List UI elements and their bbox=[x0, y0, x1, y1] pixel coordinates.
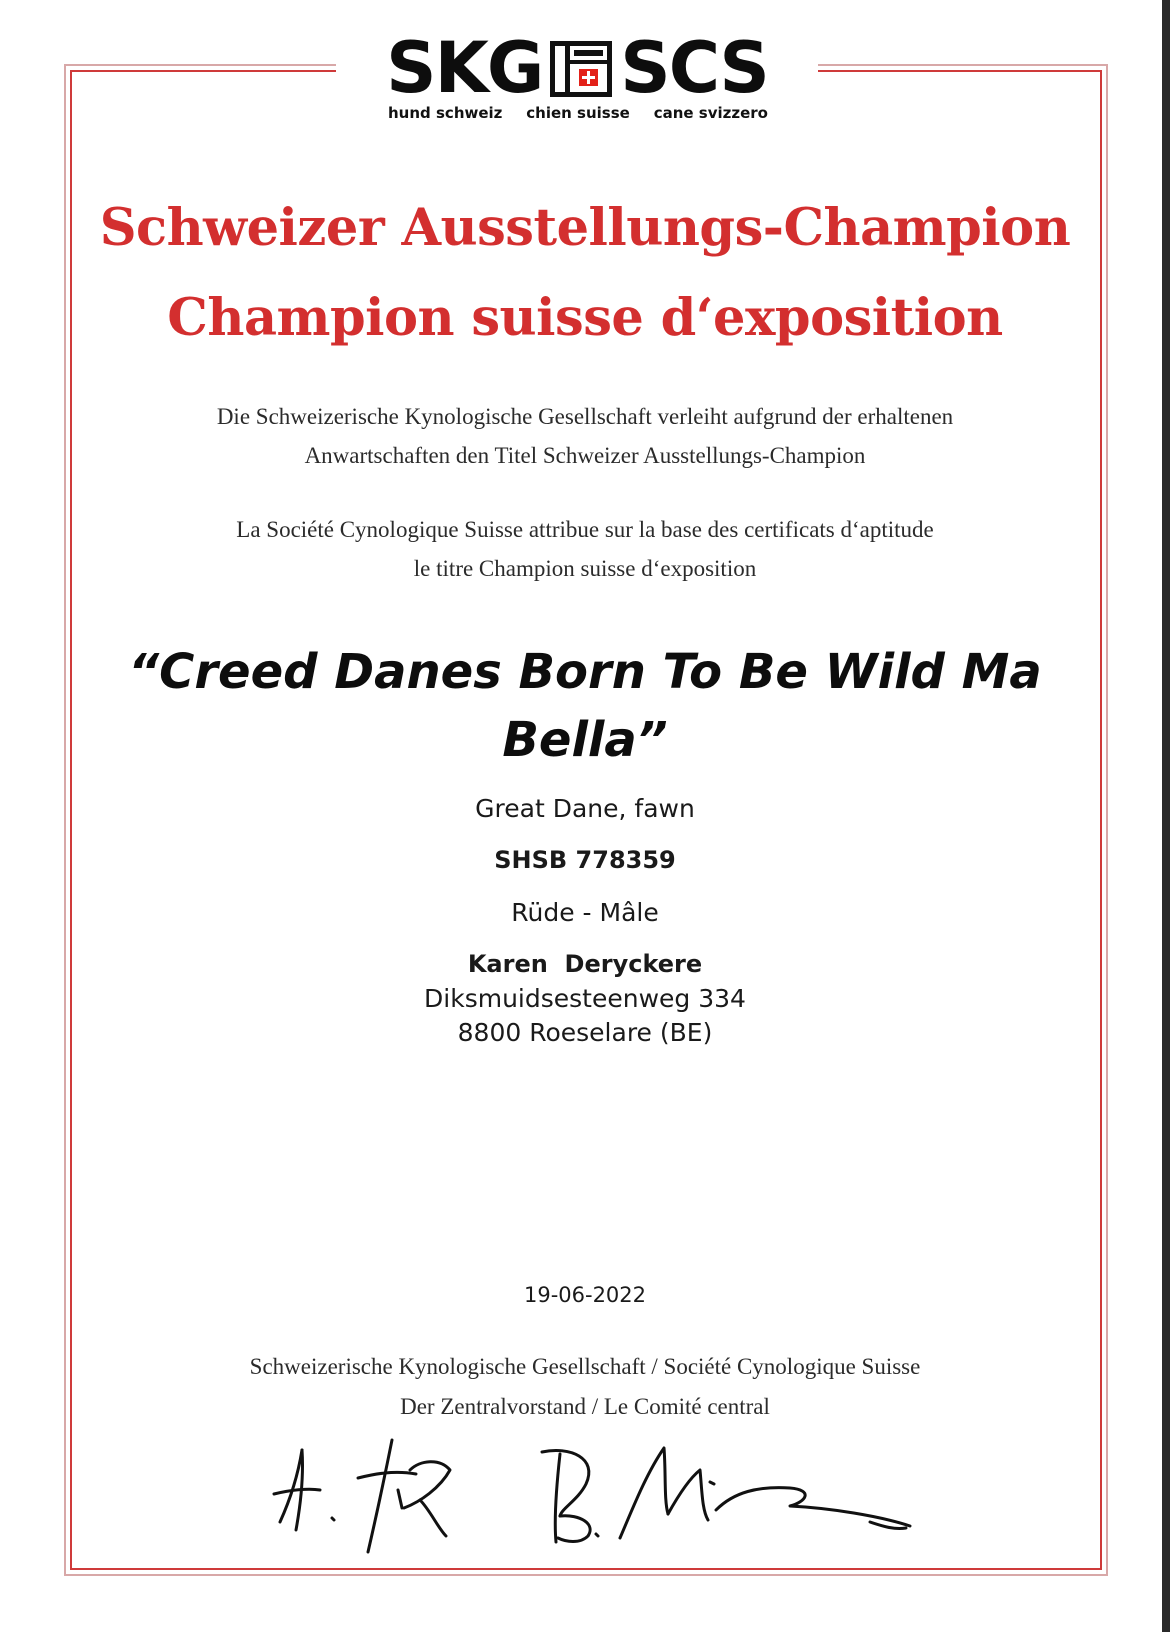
signature-right-icon bbox=[542, 1448, 910, 1542]
owner-address-city: 8800 Roeselare (BE) bbox=[457, 1018, 713, 1047]
skg-scs-logo bbox=[336, 27, 818, 132]
dog-name bbox=[0, 638, 1170, 774]
dog-sex: Rüde - Mâle bbox=[511, 898, 659, 927]
logo-right-word: SCS bbox=[620, 27, 768, 109]
signatures bbox=[270, 1430, 950, 1560]
award-text-fr-line1: La Société Cynologique Suisse attribue sur la base des certificats d‘aptitude bbox=[236, 517, 934, 542]
award-text-fr bbox=[0, 510, 1170, 588]
award-text-de-line1: Die Schweizerische Kynologische Gesellschaft verleiht aufgrund der erhaltenen bbox=[216, 404, 954, 429]
logo-wordmark bbox=[336, 27, 818, 109]
logo-subtitles bbox=[336, 104, 818, 122]
signature-left-icon bbox=[274, 1440, 450, 1552]
logo-left-word: SKG bbox=[386, 27, 543, 109]
award-text-de-line2: Anwartschaften den Titel Schweizer Ausstellungs-Champion bbox=[304, 443, 866, 468]
swiss-cross-emblem-icon bbox=[548, 37, 614, 99]
owner-name: Karen Deryckere bbox=[467, 950, 703, 978]
logo-subtitle-fr: chien suisse bbox=[526, 104, 630, 122]
logo-subtitle-it: cane svizzero bbox=[653, 104, 768, 122]
owner-address-street: Diksmuidsesteenweg 334 bbox=[424, 984, 746, 1013]
certificate-title-fr: Champion suisse d‘exposition bbox=[167, 288, 1003, 348]
footer-board: Der Zentralvorstand / Le Comité central bbox=[400, 1394, 770, 1419]
certificate-title-de: Schweizer Ausstellungs-Champion bbox=[99, 198, 1071, 258]
award-date: 19-06-2022 bbox=[523, 1283, 647, 1307]
footer-organization: Schweizerische Kynologische Gesellschaft / Société Cynologique Suisse bbox=[249, 1354, 921, 1379]
dog-name-line1: “Creed Danes Born To Be Wild Ma bbox=[128, 644, 1042, 700]
award-text-fr-line2: le titre Champion suisse d‘exposition bbox=[413, 556, 757, 581]
award-text-de bbox=[0, 397, 1170, 475]
registration-number: SHSB 778359 bbox=[494, 846, 676, 874]
logo-subtitle-de: hund schweiz bbox=[388, 104, 503, 122]
dog-name-line2: Bella” bbox=[502, 712, 668, 768]
dog-breed: Great Dane, fawn bbox=[475, 794, 695, 823]
